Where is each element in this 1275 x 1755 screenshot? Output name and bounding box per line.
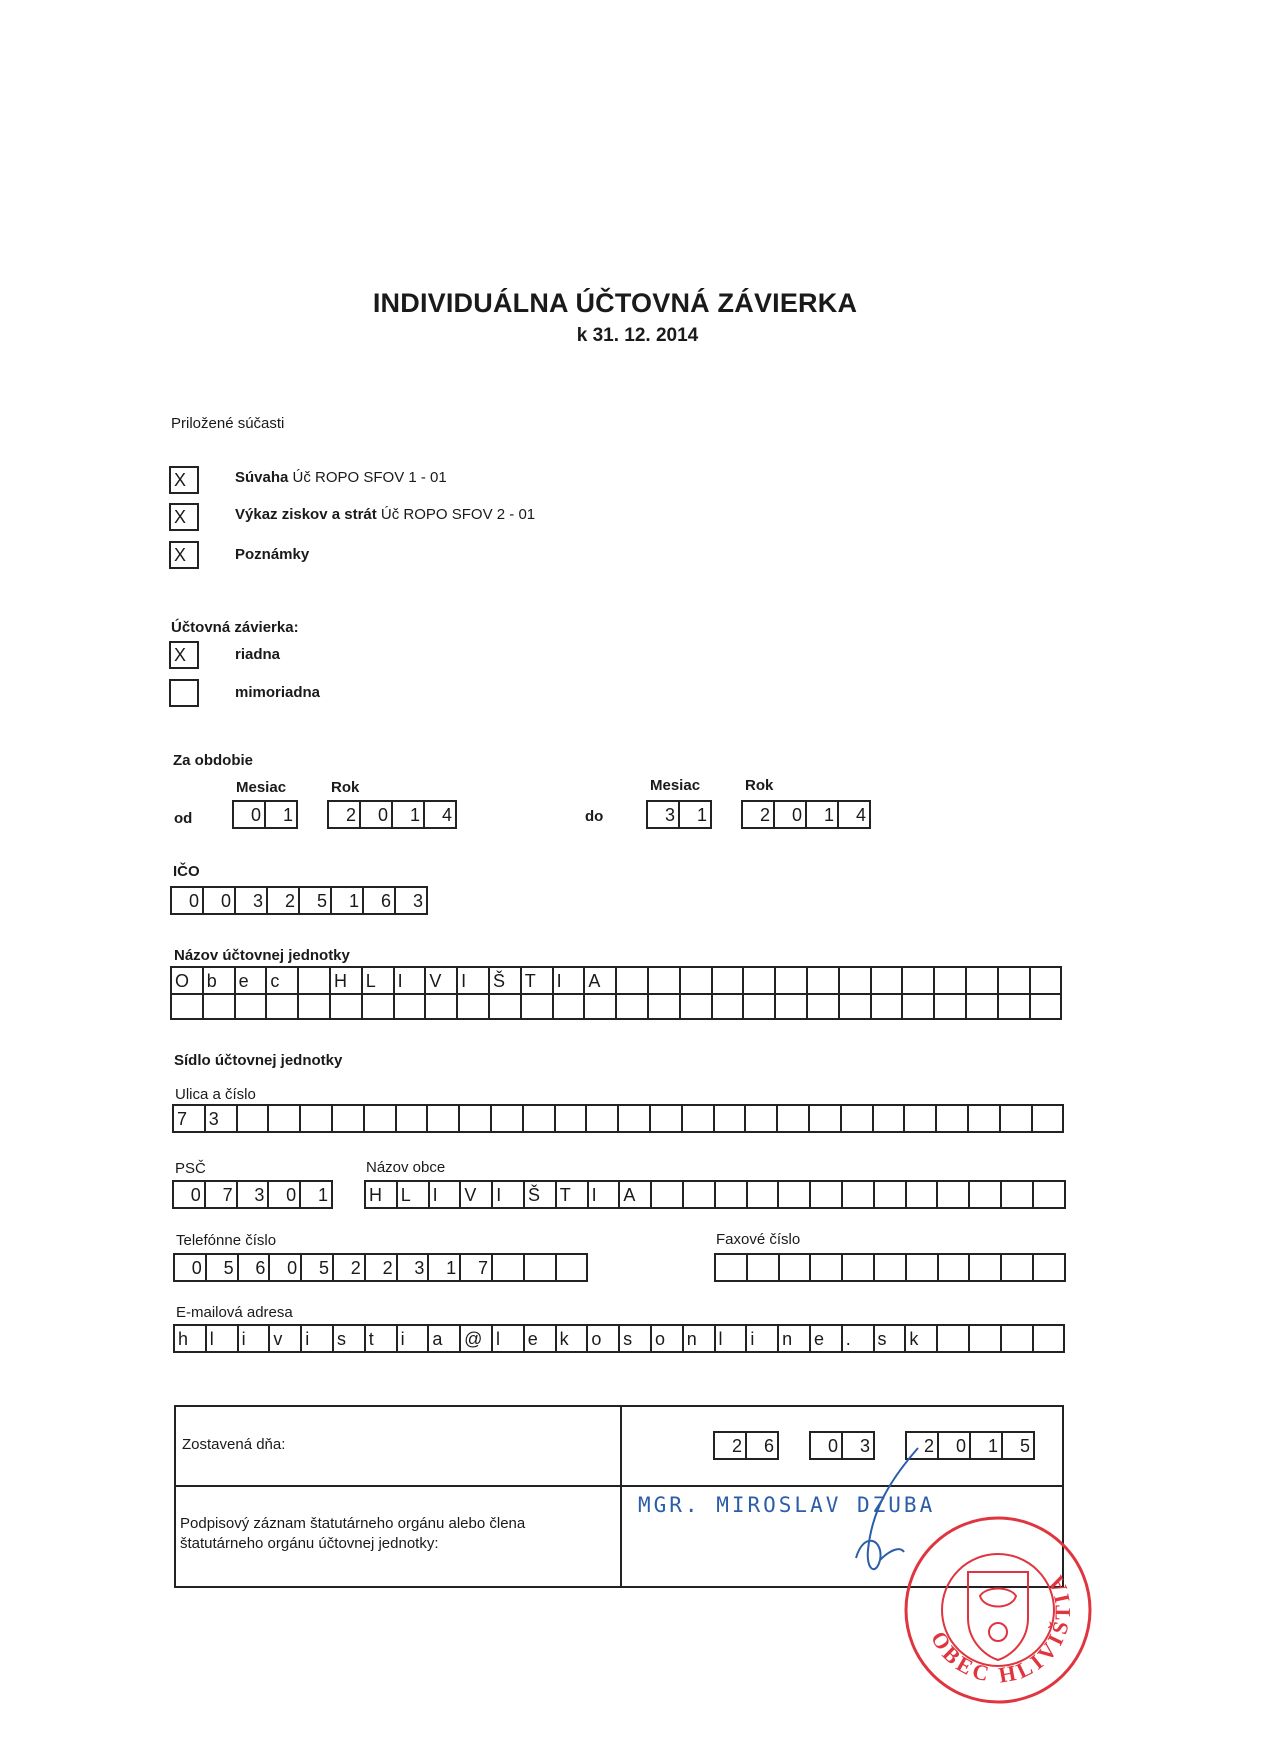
char-cell: V [426,968,458,995]
char-cell: e [525,1326,557,1353]
char-cell [587,1106,619,1133]
signature-label: Podpisový záznam štatutárneho orgánu alebo člena štatutárneho orgánu účtovnej jednotky: [180,1515,526,1552]
char-cell: 0 [939,1433,971,1460]
char-cell [617,968,649,995]
char-cell: e [811,1326,843,1353]
official-stamp [898,1510,1098,1710]
from-label: od [174,810,193,827]
char-cell [619,1106,651,1133]
char-cell: 0 [270,1255,302,1282]
char-cell [780,1255,812,1282]
char-cell: n [684,1326,716,1353]
char-cell: 0 [175,1255,207,1282]
psc-label: PSČ [175,1160,206,1177]
char-cell [1031,993,1063,1020]
char-cell [939,1255,971,1282]
entity-name-row-2[interactable] [170,993,1062,1020]
char-cell [969,1106,1001,1133]
char-cell: 0 [234,802,266,829]
to-month-label: Mesiac [650,777,701,794]
char-cell [716,1255,748,1282]
char-cell [716,1182,748,1209]
closing-extraordinary-label: mimoriadna [235,684,321,701]
char-cell [843,1182,875,1209]
to-year-field[interactable] [741,800,871,829]
char-cell: c [267,968,299,995]
char-cell: 1 [301,1182,333,1209]
char-cell [363,993,395,1020]
char-cell [935,993,967,1020]
char-cell: b [204,968,236,995]
char-cell [842,1106,874,1133]
from-year-label: Rok [331,779,360,796]
char-cell [172,993,204,1020]
char-cell [811,1255,843,1282]
char-cell: i [239,1326,271,1353]
char-cell [907,1182,939,1209]
char-cell [681,968,713,995]
char-cell [331,993,363,1020]
char-cell [713,993,745,1020]
town-field[interactable] [364,1180,1066,1209]
char-cell: 3 [206,1106,238,1133]
char-cell [428,1106,460,1133]
char-cell [460,1106,492,1133]
char-cell: 0 [811,1433,843,1460]
closing-regular-label: riadna [235,646,281,663]
attachment-1-checkbox[interactable]: X [169,466,199,494]
char-cell: 0 [361,802,393,829]
phone-label: Telefónne číslo [176,1232,277,1249]
char-cell [967,968,999,995]
char-cell: A [585,968,617,995]
char-cell [269,1106,301,1133]
char-cell: 0 [269,1182,301,1209]
char-cell [748,1182,780,1209]
svg-text:OBEC HLIVIŠTIA: OBEC HLIVIŠTIA [926,1568,1076,1688]
char-cell: 3 [236,888,268,915]
char-cell: O [172,968,204,995]
char-cell: 3 [398,1255,430,1282]
to-month-field[interactable] [646,800,712,829]
char-cell [684,1182,716,1209]
attachment-1-form: Úč ROPO SFOV 1 - 01 [292,469,447,486]
char-cell: 5 [300,888,332,915]
char-cell: 2 [743,802,775,829]
char-cell: Š [490,968,522,995]
char-cell: o [588,1326,620,1353]
char-cell: 7 [206,1182,238,1209]
char-cell: a [429,1326,461,1353]
char-cell: 1 [429,1255,461,1282]
char-cell [522,993,554,1020]
page-subtitle: k 31. 12. 2014 [576,325,699,346]
char-cell [935,968,967,995]
char-cell: 0 [174,1182,206,1209]
char-cell: H [366,1182,398,1209]
char-cell: o [652,1326,684,1353]
char-cell [556,1106,588,1133]
char-cell [1034,1182,1066,1209]
char-cell [713,968,745,995]
char-cell [903,968,935,995]
char-cell [746,1106,778,1133]
char-cell [397,1106,429,1133]
char-cell: h [175,1326,207,1353]
char-cell: A [620,1182,652,1209]
char-cell: 3 [648,802,680,829]
char-cell [1034,1326,1066,1353]
char-cell [778,1106,810,1133]
attachment-2-title: Výkaz ziskov a strát [235,506,377,523]
closing-regular-checkbox[interactable]: X [169,641,199,669]
signatory-name: MGR. MIROSLAV DZUBA [638,1493,936,1517]
char-cell [1034,1255,1066,1282]
attachment-1-label [235,469,447,486]
closing-extraordinary-checkbox[interactable] [169,679,199,707]
attachment-3-title: Poznámky [235,546,310,563]
char-cell: 2 [715,1433,747,1460]
char-cell [875,1182,907,1209]
char-cell: 4 [839,802,871,829]
char-cell [938,1182,970,1209]
char-cell [267,993,299,1020]
char-cell [1001,1106,1033,1133]
char-cell: 2 [268,888,300,915]
char-cell [776,968,808,995]
char-cell: i [747,1326,779,1353]
char-cell [937,1106,969,1133]
to-year-label: Rok [745,777,774,794]
seat-label: Sídlo účtovnej jednotky [174,1052,343,1069]
char-cell [649,968,681,995]
char-cell [907,1255,939,1282]
char-cell [970,1326,1002,1353]
char-cell [365,1106,397,1133]
char-cell [903,993,935,1020]
char-cell: T [522,968,554,995]
char-cell: @ [461,1326,493,1353]
char-cell [872,968,904,995]
attachments-label: Priložené súčasti [171,415,285,432]
char-cell: 6 [239,1255,271,1282]
char-cell [649,993,681,1020]
char-cell [967,993,999,1020]
char-cell: i [398,1326,430,1353]
char-cell [843,1255,875,1282]
char-cell: v [270,1326,302,1353]
char-cell: 7 [461,1255,493,1282]
char-cell [779,1182,811,1209]
char-cell [970,1255,1002,1282]
char-cell [810,1106,842,1133]
char-cell [683,1106,715,1133]
period-label: Za obdobie [173,752,253,769]
fax-label: Faxové číslo [716,1231,801,1248]
char-cell [808,968,840,995]
char-cell [333,1106,365,1133]
char-cell: 1 [971,1433,1003,1460]
entity-name-label: Názov účtovnej jednotky [174,947,350,964]
page-title: INDIVIDUÁLNA ÚČTOVNÁ ZÁVIERKA [372,288,858,318]
char-cell: t [366,1326,398,1353]
char-cell: 5 [207,1255,239,1282]
char-cell [652,1182,684,1209]
char-cell [299,968,331,995]
char-cell [776,993,808,1020]
char-cell [875,1255,907,1282]
char-cell [808,993,840,1020]
char-cell [970,1182,1002,1209]
from-month-field[interactable] [232,800,298,829]
char-cell [748,1255,780,1282]
char-cell [585,993,617,1020]
char-cell: T [557,1182,589,1209]
char-cell: 0 [204,888,236,915]
char-cell: 0 [775,802,807,829]
phone-field[interactable] [173,1253,588,1282]
email-label: E-mailová adresa [176,1304,293,1321]
fax-field[interactable] [714,1253,1066,1282]
char-cell [840,993,872,1020]
char-cell [524,1106,556,1133]
char-cell: k [557,1326,589,1353]
char-cell [811,1182,843,1209]
attachment-2-label [235,506,535,523]
char-cell: 2 [907,1433,939,1460]
char-cell [872,993,904,1020]
char-cell [744,993,776,1020]
char-cell: 3 [396,888,428,915]
char-cell [715,1106,747,1133]
char-cell: l [716,1326,748,1353]
char-cell: 3 [238,1182,270,1209]
char-cell: 5 [302,1255,334,1282]
char-cell: I [554,968,586,995]
entity-name-row-1[interactable] [170,966,1062,995]
char-cell [395,993,427,1020]
char-cell [554,993,586,1020]
char-cell [458,993,490,1020]
char-cell: l [493,1326,525,1353]
table-vertical-divider [620,1407,622,1586]
char-cell: 2 [334,1255,366,1282]
char-cell [299,993,331,1020]
char-cell: 1 [807,802,839,829]
char-cell [651,1106,683,1133]
char-cell: 2 [366,1255,398,1282]
street-field[interactable] [172,1104,1064,1133]
attachment-2-form: Úč ROPO SFOV 2 - 01 [380,506,536,523]
char-cell: s [875,1326,907,1353]
to-label: do [585,808,604,825]
char-cell: L [363,968,395,995]
ico-field[interactable] [170,886,428,915]
char-cell [905,1106,937,1133]
char-cell [617,993,649,1020]
char-cell: V [461,1182,493,1209]
char-cell: L [398,1182,430,1209]
char-cell: 1 [393,802,425,829]
char-cell: I [395,968,427,995]
char-cell [236,993,268,1020]
char-cell: i [302,1326,334,1353]
from-year-field[interactable] [327,800,457,829]
char-cell: s [620,1326,652,1353]
char-cell: 5 [1003,1433,1035,1460]
char-cell: 1 [332,888,364,915]
ico-label: IČO [173,863,200,880]
char-cell: 6 [747,1433,779,1460]
char-cell [1031,968,1063,995]
attachment-1-title: Súvaha [235,469,289,486]
char-cell: 0 [172,888,204,915]
char-cell: 6 [364,888,396,915]
char-cell: 2 [329,802,361,829]
compiled-day-field[interactable] [713,1431,779,1460]
char-cell [681,993,713,1020]
char-cell: 1 [266,802,298,829]
char-cell: 3 [843,1433,875,1460]
char-cell [938,1326,970,1353]
char-cell: s [334,1326,366,1353]
email-field[interactable] [173,1324,1065,1353]
char-cell [1002,1326,1034,1353]
char-cell [490,993,522,1020]
from-month-label: Mesiac [236,779,287,796]
char-cell [492,1106,524,1133]
char-cell [1002,1255,1034,1282]
char-cell [426,993,458,1020]
char-cell: I [458,968,490,995]
char-cell [744,968,776,995]
compiled-date-label: Zostavená dňa: [182,1436,286,1453]
char-cell: Š [525,1182,557,1209]
char-cell [999,968,1031,995]
char-cell [1002,1182,1034,1209]
char-cell: H [331,968,363,995]
char-cell [493,1255,525,1282]
char-cell: e [236,968,268,995]
char-cell [874,1106,906,1133]
char-cell: n [779,1326,811,1353]
char-cell: I [493,1182,525,1209]
char-cell: I [430,1182,462,1209]
char-cell: . [843,1326,875,1353]
char-cell: 1 [680,802,712,829]
char-cell [204,993,236,1020]
char-cell [1033,1106,1065,1133]
closing-type-label: Účtovná závierka: [171,619,299,636]
char-cell [525,1255,557,1282]
char-cell [301,1106,333,1133]
char-cell [999,993,1031,1020]
char-cell [238,1106,270,1133]
street-label: Ulica a číslo [175,1086,256,1103]
town-label: Názov obce [366,1159,446,1176]
psc-field[interactable] [172,1180,333,1209]
char-cell: 4 [425,802,457,829]
attachment-2-checkbox[interactable]: X [169,503,199,531]
char-cell: I [589,1182,621,1209]
attachment-3-checkbox[interactable]: X [169,541,199,569]
char-cell: l [207,1326,239,1353]
char-cell [557,1255,589,1282]
char-cell: k [906,1326,938,1353]
char-cell: 7 [174,1106,206,1133]
char-cell [840,968,872,995]
